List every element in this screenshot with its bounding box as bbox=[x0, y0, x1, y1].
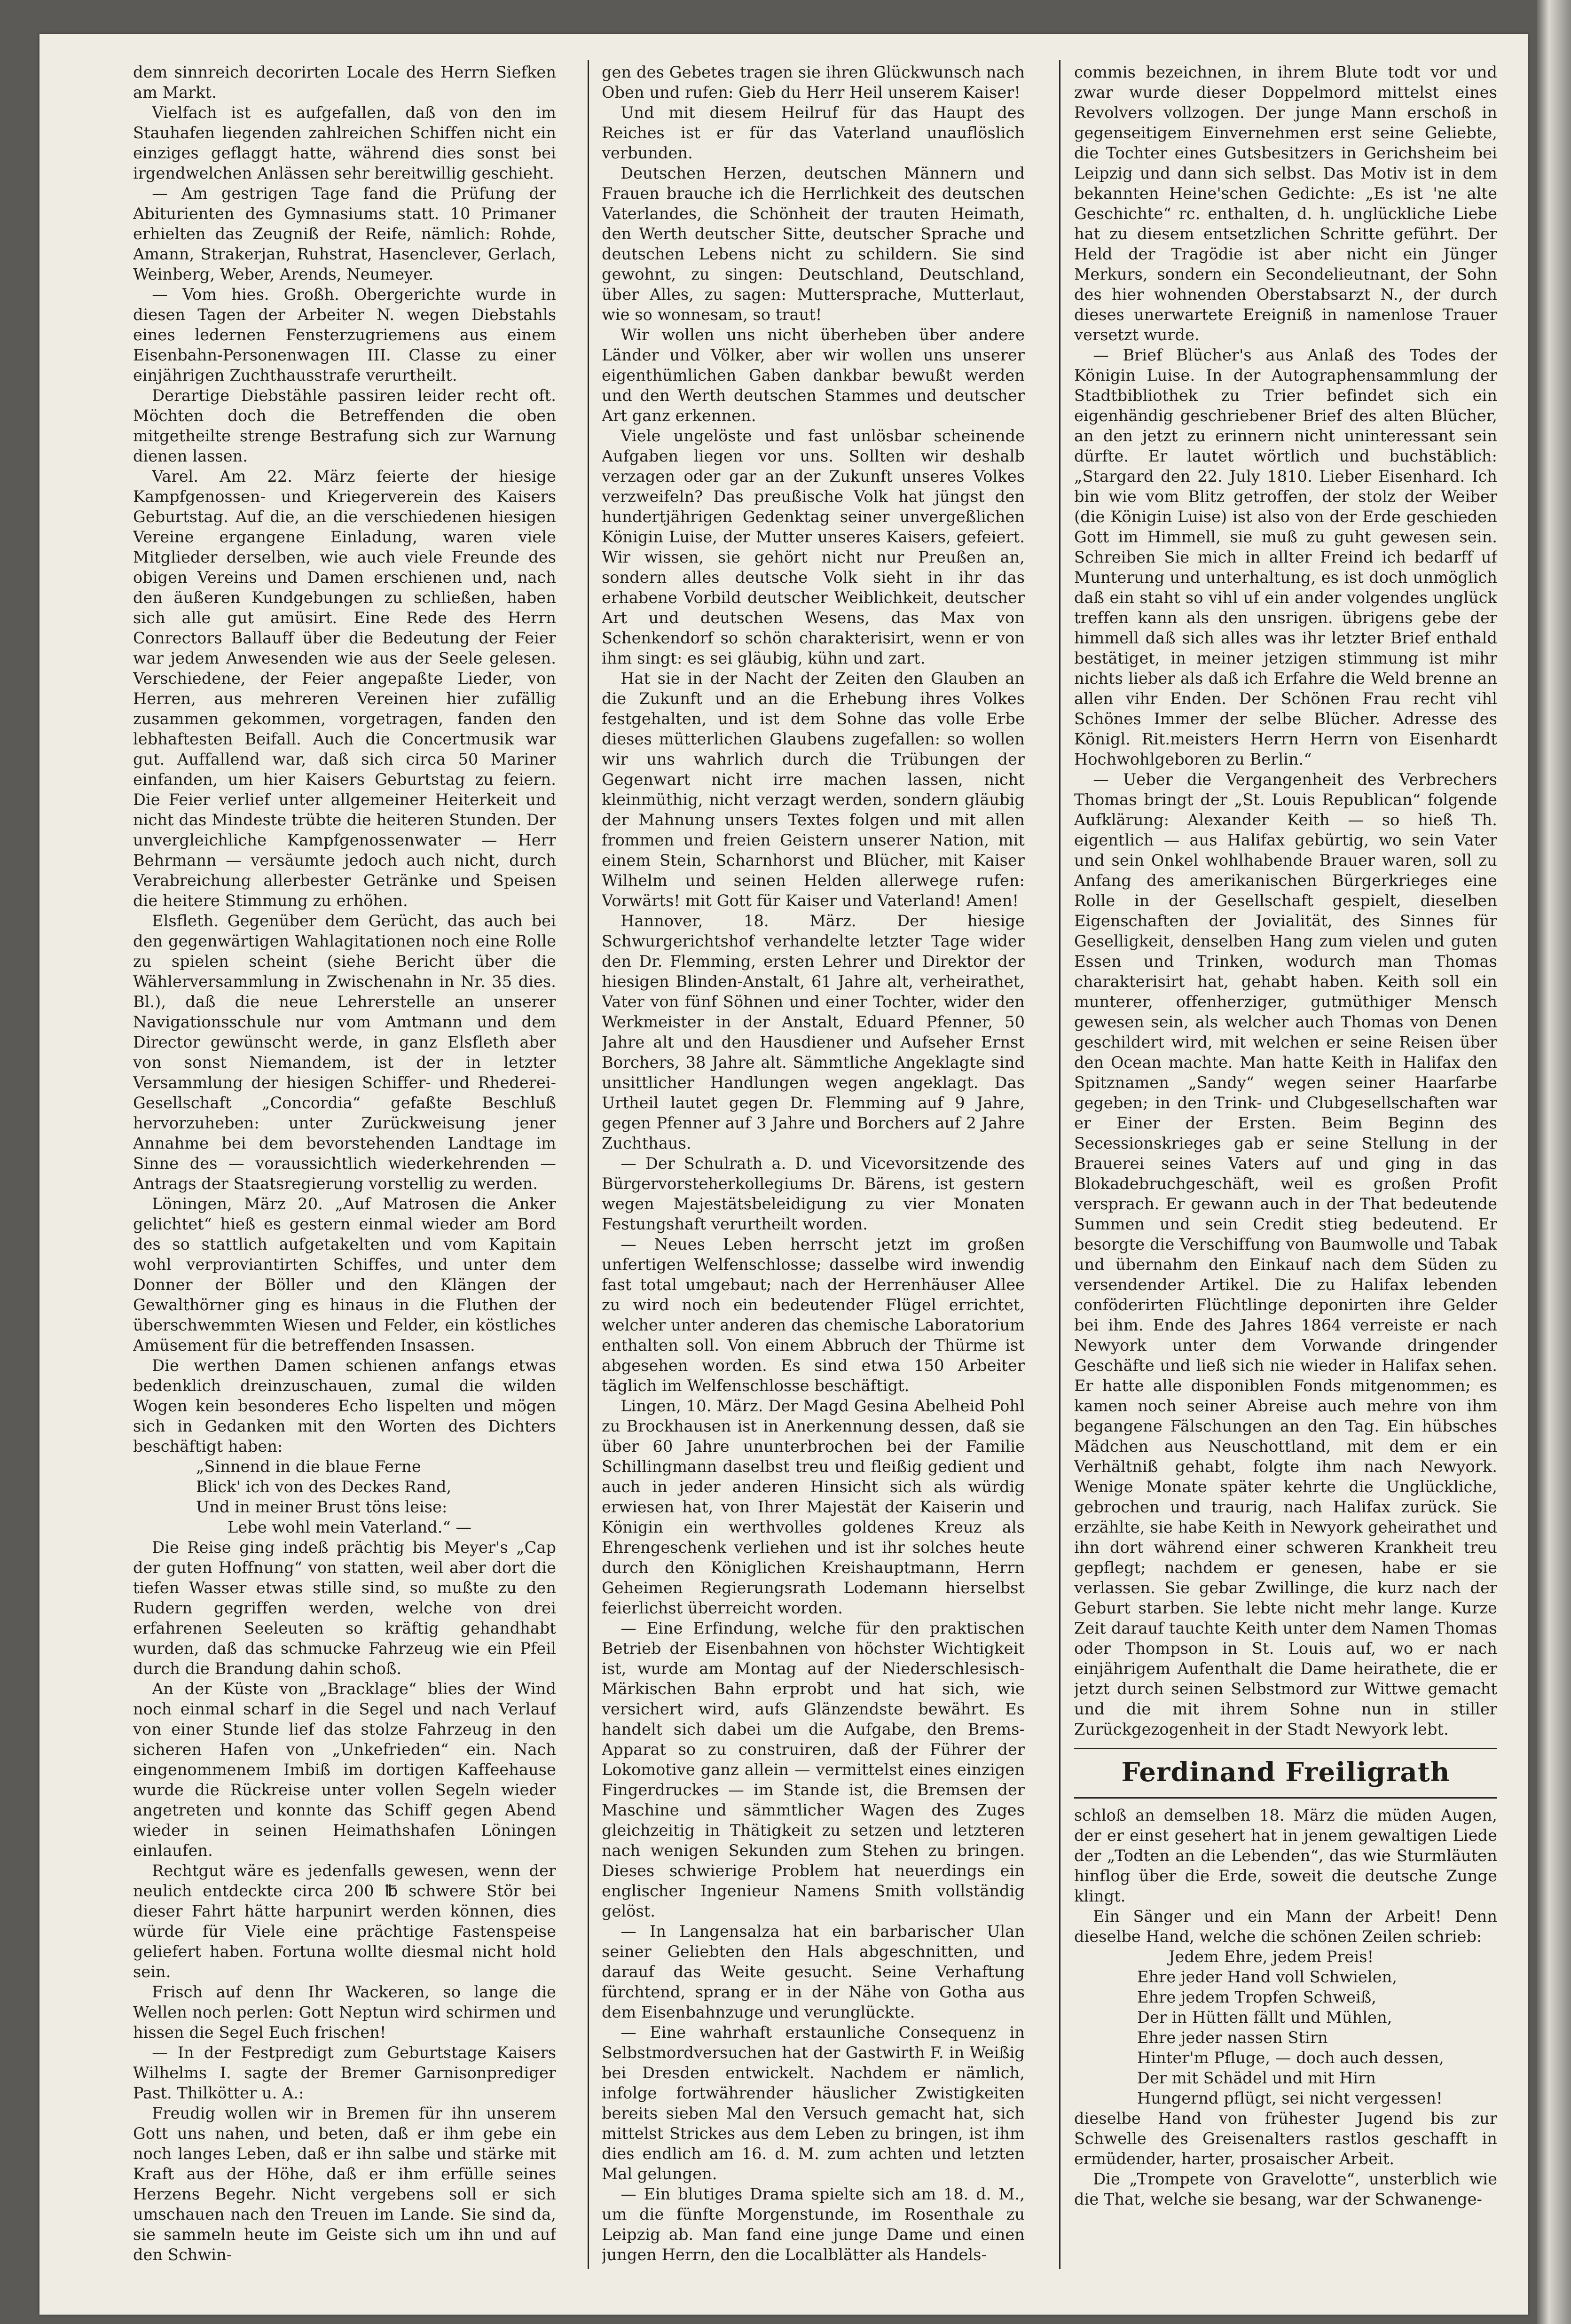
section-heading: Ferdinand Freiligrath bbox=[1121, 1757, 1450, 1788]
paragraph: — Der Schulrath a. D. und Vicevorsitzende des Bürgervorsteherkollegiums Dr. Bärens, ist gestern wegen Majestätsbeleidigung zu vier Monaten Festungshaft verurtheilt worden. bbox=[602, 1154, 1025, 1233]
page-edge bbox=[1537, 0, 1571, 2324]
paragraph: dem sinnreich decorirten Locale des Herrn Siefken am Markt. bbox=[133, 63, 556, 102]
verse-line: Und in meiner Brust töns leise: bbox=[196, 1498, 448, 1516]
paragraph: Ein Sänger und ein Mann der Arbeit! Denn dieselbe Hand, welche die schönen Zeilen schrieb: bbox=[1074, 1907, 1497, 1946]
paragraph: — Brief Blücher's aus Anlaß des Todes der Königin Luise. In der Autographensammlung der Stadtbibliothek zu Trier befindet sich ein eigenhändig geschriebener Brief des alten Blücher, an den jetzt zu erinnern nicht uninteressant sein dürfte. Er lautet wörtlich und buchstäblich: „Stargard den 22. July 1810. Lieber Eisenhard. Ich bin wie vom Blitz getroffen, der stolz der Weiber (die Königin Luise) ist also von der Erde geschieden Gott im Himmell, sie muß zu guht gewesen sein. Schreiben Sie mich in allter Freind ich bedarff uf Munterung und unterhaltung, es ist doch unmöglich daß ein staht so vihl uf ein ander volgendes unglück treffen kann als den unsrigen. übrigens gebe der himmell daß sich alles was ihr letzter Brief enthald bestätiget, in meiner jetzigen stimmung ist mihr nichts lieber als daß ich Erfahre die Weld brenne an allen vihr Enden. Der Schönen Frau recht vihl Schönes Immer der selbe Blücher. Adresse des Königl. Rit.meisters Herrn Herrn von Eisenhardt Hochwohlgeboren zu Berlin.“ bbox=[1074, 346, 1497, 768]
section-divider bbox=[1074, 1748, 1497, 1749]
verse-line: Ehre jeder nassen Stirn bbox=[1137, 2028, 1328, 2047]
verse-line: Der in Hütten fällt und Mühlen, bbox=[1137, 2008, 1392, 2027]
verse-line: Lebe wohl mein Vaterland.“ — bbox=[228, 1518, 472, 1536]
verse-line: Ehre jeder Hand voll Schwielen, bbox=[1137, 1968, 1398, 1986]
paragraph: Hat sie in der Nacht der Zeiten den Glauben an die Zukunft und an die Erhebung ihres Volkes festgehalten, und ist dem Sohne das volle Erbe dieses mütterlichen Glaubens zugefallen: so wollen wir uns wahrlich durch die Trübungen der Gegenwart nicht irre machen lassen, nicht kleinmüthig, nicht verzagt werden, sondern gläubig der Mahnung unsers Textes folgen und mit allen frommen und freien Geistern unserer Nation, mit einem Stein, Scharnhorst und Blücher, mit Kaiser Wilhelm und seinen Helden allerwege rufen: Vorwärts! mit Gott für Kaiser und Vaterland! Amen! bbox=[602, 669, 1025, 910]
paragraph: Frisch auf denn Ihr Wackeren, so lange die Wellen noch perlen: Gott Neptun wird schirmen und hissen die Segel Euch frischen! bbox=[133, 1983, 556, 2042]
column-2 bbox=[602, 62, 1025, 2266]
verse-line: Ehre jedem Tropfen Schweiß, bbox=[1137, 1988, 1377, 2006]
paragraph: — Vom hies. Großh. Obergerichte wurde in diesen Tagen der Arbeiter N. wegen Diebstahls eines ledernen Fensterzugriemens aus einem Eisenbahn-Personenwagen III. Classe zu einer einjährigen Zuchthausstrafe verurtheilt. bbox=[133, 285, 556, 384]
paragraph: Und mit diesem Heilruf für das Haupt des Reiches ist er für das Vaterland unauflöslich verbunden. bbox=[602, 103, 1025, 162]
paragraph: Vielfach ist es aufgefallen, daß von den im Stauhafen liegenden zahlreichen Schiffen nicht ein einziges geflaggt hatte, während dies sonst bei irgendwelchen Anlässen sehr bereitwillig geschieht. bbox=[133, 103, 556, 182]
paragraph: dieselbe Hand von frühester Jugend bis zur Schwelle des Greisenalters rastlos geschafft in ermüdender, harter, prosaischer Arbeit. bbox=[1074, 2109, 1497, 2168]
verse-line: Der mit Schädel und mit Hirn bbox=[1137, 2069, 1376, 2087]
paragraph: — Neues Leben herrscht jetzt im großen unfertigen Welfenschlosse; dasselbe wird inwendig fast total umgebaut; nach der Herrenhäuser Allee zu wird noch ein bedeutender Flügel errichtet, welcher unter anderen das chemische Laboratorium enthalten soll. Von einem Abbruch der Thürme ist abgesehen worden. Es sind etwa 150 Arbeiter täglich im Welfenschlosse beschäftigt. bbox=[602, 1235, 1025, 1395]
paragraph: Die werthen Damen schienen anfangs etwas bedenklich dreinzuschauen, zumal die wilden Wogen kein besonderes Echo lispelten und mögen sich in Gedanken mit den Worten des Dichters beschäftigt haben: bbox=[133, 1356, 556, 1455]
column-3 bbox=[1074, 62, 1497, 2266]
paragraph: Hannover, 18. März. Der hiesige Schwurgerichtshof verhandelte letzter Tage wider den Dr. Flemming, ersten Lehrer und Direktor der hiesigen Blinden-Anstalt, 61 Jahre alt, verheirathet, Vater von fünf Söhnen und einer Tochter, wider den Werkmeister in der Anstalt, Eduard Pfenner, 50 Jahre alt und den Hausdiener und Aufseher Ernst Borchers, 38 Jahre alt. Sämmtliche Angeklagte sind unsittlicher Handlungen wegen angeklagt. Das Urtheil lautet gegen Dr. Flemming auf 9 Jahre, gegen Pfenner auf 3 Jahre und Borchers auf 2 Jahre Zuchthaus. bbox=[602, 912, 1025, 1152]
section-divider bbox=[1074, 1797, 1497, 1799]
verse-line: Blick' ich von des Deckes Rand, bbox=[196, 1478, 452, 1496]
column-1 bbox=[133, 62, 556, 2266]
paragraph: — Eine Erfindung, welche für den praktischen Betrieb der Eisenbahnen von höchster Wichtigkeit ist, wurde am Montag auf der Niederschlesisch-Märkischen Bahn erprobt und hat sich, wie versichert wird, aufs Glänzendste bewährt. Es handelt sich dabei um die Aufgabe, den Brems-Apparat so zu construiren, daß der Führer der Lokomotive ganz allein — vermittelst eines einzigen Fingerdruckes — im Stande ist, die Bremsen der Maschine und sämmtlicher Wagen des Zuges gleichzeitig in Thätigkeit zu setzen und letzteren nach wenigen Sekunden zum Stehen zu bringen. Dieses schwierige Problem hat neuerdings ein englischer Ingenieur Namens Smith vollständig gelöst. bbox=[602, 1619, 1025, 1920]
paragraph: — Ein blutiges Drama spielte sich am 18. d. M., um die fünfte Morgenstunde, im Rosenthale zu Leipzig ab. Man fand eine junge Dame und einen jungen Herrn, den die Localblätter als Handels- bbox=[602, 2185, 1025, 2264]
paragraph: Viele ungelöste und fast unlösbar scheinende Aufgaben liegen vor uns. Sollten wir deshalb verzagen oder gar an der Zukunft unseres Volkes verzweifeln? Das preußische Volk hat jüngst den hundertjährigen Gedenktag seiner unvergeßlichen Königin Luise, der Mutter unseres Kaisers, gefeiert. Wir wissen, sie gehört nicht nur Preußen an, sondern alles deutsche Volk sieht in ihr das erhabene Vorbild deutscher Weiblichkeit, deutscher Art und deutschen Wesens, das Max von Schenkendorf so schön charakterisirt, wenn er von ihm singt: es sei gläubig, kühn und zart. bbox=[602, 427, 1025, 667]
paragraph: Varel. Am 22. März feierte der hiesige Kampfgenossen- und Kriegerverein des Kaisers Geburtstag. Auf die, an die verschiedenen hiesigen Vereine ergangene Einladung, waren viele Mitglieder derselben, wie auch viele Freunde des obigen Vereins und Damen erschienen und, nach den äußeren Kundgebungen zu schließen, haben sich alle gut amüsirt. Eine Rede des Herrn Conrectors Ballauff über die Bedeutung der Feier war jedem Anwesenden wie aus der Seele gelesen. Verschiedene, der Feier angepaßte Lieder, von Herren, aus mehreren Vereinen hier zufällig zusammen gekommen, vorgetragen, fanden den lebhaftesten Beifall. Auch die Concertmusik war gut. Auffallend war, daß sich circa 50 Mariner einfanden, um hier Kaisers Geburtstag zu feiern. Die Feier verlief unter allgemeiner Heiterkeit und nicht das Mindeste trübte die heiteren Stunden. Der unvergleichliche Kampfgenossenwater — Herr Behrmann — versäumte jedoch auch nicht, durch Verabreichung allerbester Getränke und Speisen die heitere Stimmung zu erhöhen. bbox=[133, 467, 556, 910]
paragraph: — In Langensalza hat ein barbarischer Ulan seiner Geliebten den Hals abgeschnitten, und darauf das Weite gesucht. Seine Verhaftung fürchtend, sprang er in der Nähe von Gotha aus dem Eisenbahnzuge und verunglückte. bbox=[602, 1922, 1025, 2021]
verse-line: Hinter'm Pfluge, — doch auch dessen, bbox=[1137, 2049, 1444, 2067]
paragraph: Deutschen Herzen, deutschen Männern und Frauen brauche ich die Herrlichkeit des deutschen Vaterlandes, die Schönheit der trauten Heimath, den Werth deutscher Sitte, deutscher Sprache und deutschen Lebens nicht zu schildern. Sie sind gewohnt, zu singen: Deutschland, Deutschland, über Alles, zu sagen: Muttersprache, Mutterlaut, wie so wonnesam, so traut! bbox=[602, 164, 1025, 324]
verse-line: Hungernd pflügt, sei nicht vergessen! bbox=[1137, 2089, 1443, 2107]
paragraph: — In der Festpredigt zum Geburtstage Kaisers Wilhelms I. sagte der Bremer Garnisonprediger Past. Thilkötter u. A.: bbox=[133, 2043, 556, 2102]
paragraph: Löningen, März 20. „Auf Matrosen die Anker gelichtet“ hieß es gestern einmal wieder am Bord des so stattlich aufgetakelten und vom Kapitain wohl verproviantirten Schiffes, und unter dem Donner der Böller und den Klängen der Gewalthörner ging es hinaus in die Fluthen der überschwemmten Wiesen und Felder, ein köstliches Amüsement für die betreffenden Insassen. bbox=[133, 1195, 556, 1354]
paragraph: Die Reise ging indeß prächtig bis Meyer's „Cap der guten Hoffnung“ von statten, weil aber dort die tiefen Wasser etwas stille sind, so mußte zu den Rudern gegriffen werden, welche von drei erfahrenen Seeleuten so kräftig gehandhabt wurden, daß das schmucke Fahrzeug wie ein Pfeil durch die Brandung dahin schoß. bbox=[133, 1538, 556, 1678]
paragraph: Derartige Diebstähle passiren leider recht oft. Möchten doch die Betreffenden die oben mitgetheilte strenge Bestrafung sich zur Warnung dienen lassen. bbox=[133, 386, 556, 465]
paragraph: — Eine wahrhaft erstaunliche Consequenz in Selbstmordversuchen hat der Gastwirth F. in Weißig bei Dresden entwickelt. Nachdem er nämlich, infolge fortwährender häuslicher Zwistigkeiten bereits sieben Mal den Versuch gemacht hat, sich mittelst Strickes aus dem Leben zu bringen, ist ihm dies endlich am 16. d. M. zum achten und letzten Mal gelungen. bbox=[602, 2023, 1025, 2183]
paragraph: Freudig wollen wir in Bremen für ihn unserem Gott uns nahen, und beten, daß er ihm gebe ein noch langes Leben, daß er ihn salbe und stärke mit Kraft aus der Höhe, daß er ihm erfülle seines Herzens Begehr. Nicht vergebens soll er sich umschauen nach den Treuen im Lande. Sie sind da, sie sammeln heute im Geiste sich um ihn und auf den Schwin- bbox=[133, 2104, 556, 2264]
paragraph: Wir wollen uns nicht überheben über andere Länder und Völker, aber wir wollen uns unserer eigenthümlichen Gaben dankbar bewußt werden und den Werth deutschen Stammes und deutscher Art ganz erkennen. bbox=[602, 326, 1025, 425]
paragraph: Die „Trompete von Gravelotte“, unsterblich wie die That, welche sie besang, war der Schwanenge- bbox=[1074, 2170, 1497, 2208]
paragraph: — Am gestrigen Tage fand die Prüfung der Abiturienten des Gymnasiums statt. 10 Primaner erhielten das Zeugniß der Reife, nämlich: Rohde, Amann, Strakerjan, Ruhstrat, Hasenclever, Gerlach, Weinberg, Weber, Arends, Neumeyer. bbox=[133, 184, 556, 283]
column-rule bbox=[1059, 60, 1060, 2269]
paragraph: gen des Gebetes tragen sie ihren Glückwunsch nach Oben und rufen: Gieb du Herr Heil unserem Kaiser! bbox=[602, 63, 1025, 102]
paragraph: — Ueber die Vergangenheit des Verbrechers Thomas bringt der „St. Louis Republican“ folgende Aufklärung: Alexander Keith — so hieß Th. eigentlich — aus Halifax gebürtig, wo sein Vater und sein Onkel wohlhabende Brauer waren, soll zu Anfang des amerikanischen Bürgerkrieges eine Rolle in der Gesellschaft gespielt, dieselben Eigenschaften der Jovialität, des Sinnes für Geselligkeit, denselben Hang zum vielen und guten Essen und Trinken, wodurch man Thomas charakterisirt hat, gehabt haben. Keith soll ein munterer, offenherziger, gutmüthiger Mensch gewesen sein, als welcher auch Thomas von Denen geschildert wird, mit welchen er seine Reisen über den Ocean machte. Man hatte Keith in Halifax den Spitznamen „Sandy“ wegen seiner Haarfarbe gegeben; in den Trink- und Clubgesellschaften war er Einer der Ersten. Beim Beginn des Secessionskrieges gab er seine Stellung in der Brauerei seines Vaters auf und ging in das Blokadebruchgeschäft, weil es großen Profit versprach. Er gewann auch in der That bedeutende Summen und sein Credit stieg bedeutend. Er besorgte die Verschiffung von Baumwolle und Tabak und übernahm den Einkauf nach dem Süden zu versendender Artikel. Die zu Halifax lebenden conföderirten Flüchtlinge deponirten ihre Gelder bei ihm. Ende des Jahres 1864 verreiste er nach Newyork unter dem Vorwande dringender Geschäfte und ließ sich nie wieder in Halifax sehen. Er hatte alle disponiblen Fonds mitgenommen; es kamen noch seiner Abreise auch mehre von ihm begangene Fälschungen an den Tag. Ein hübsches Mädchen aus Neuschottland, mit dem er ein Verhältniß gehabt, folgte ihm nach Newyork. Wenige Monate später kehrte die Unglückliche, gebrochen und traurig, nach Halifax zurück. Sie erzählte, sie habe Keith in Newyork geheirathet und ihn dort während einer schweren Krankheit treu gepflegt; nachdem er genesen, habe er sie verlassen. Sie gebar Zwillinge, die kurz nach der Geburt starben. Sie lebte nicht mehr lange. Kurze Zeit darauf tauchte Keith unter dem Namen Thomas oder Thompson in St. Louis auf, wo er nach einjährigem Aufenthalt die Dame heirathete, die er jetzt durch seinen Selbstmord zur Wittwe gemacht und die mit ihrem Sohne nun in stiller Zurückgezogenheit in der Stadt Newyork lebt. bbox=[1074, 770, 1497, 1738]
verse-line: „Sinnend in die blaue Ferne bbox=[196, 1457, 421, 1476]
paragraph: Rechtgut wäre es jedenfalls gewesen, wenn der neulich entdeckte circa 200 ℔ schwere Stör bei dieser Fahrt hätte harpunirt werden können, dies würde für Viele eine prächtige Fastenspeise geliefert haben. Fortuna wollte diesmal nicht hold sein. bbox=[133, 1862, 556, 1981]
verse-line: Jedem Ehre, jedem Preis! bbox=[1169, 1948, 1374, 1966]
paragraph: Lingen, 10. März. Der Magd Gesina Abelheid Pohl zu Brockhausen ist in Anerkennung dessen, daß sie über 60 Jahre ununterbrochen bei der Familie Schillingmann daselbst treu und fleißig gedient und auch in jeder anderen Hinsicht sich als würdig erwiesen hat, von Ihrer Majestät der Kaiserin und Königin ein werthvolles goldenes Kreuz als Ehrengeschenk verliehen und ist ihr solches heute durch den Königlichen Kreishauptmann, Herrn Geheimen Regierungsrath Lodemann hierselbst feierlichst überreicht worden. bbox=[602, 1397, 1025, 1617]
column-rule bbox=[588, 60, 589, 2269]
paragraph: schloß an demselben 18. März die müden Augen, der er einst gesehert hat in jenem gewaltigen Liede der „Todten an die Lebenden“, das wie Sturmläuten hinflog über die Erde, soweit die deutsche Zunge klingt. bbox=[1074, 1806, 1497, 1905]
paragraph: commis bezeichnen, in ihrem Blute todt vor und zwar wurde dieser Doppelmord mittelst eines Revolvers vollzogen. Der junge Mann erschoß in gegenseitigem Einvernehmen erst seine Geliebte, die Tochter eines Gutsbesitzers in Gerichsheim bei Leipzig und dann sich selbst. Das Motiv ist in dem bekannten Heine'schen Gedichte: „Es ist 'ne alte Geschichte“ rc. enthalten, d. h. unglückliche Liebe hat zu diesem entsetzlichen Schritte geführt. Der Held der Tragödie ist aber nicht ein Jünger Merkurs, sondern ein Secondelieutnant, der Sohn des hier wohnenden Oberstabsarzt N., der durch dieses unerwartete Ereigniß in namenlose Trauer versetzt wurde. bbox=[1074, 63, 1497, 344]
paragraph: An der Küste von „Bracklage“ blies der Wind noch einmal scharf in die Segel und nach Verlauf von einer Stunde lief das stolze Fahrzeug in den sicheren Hafen von „Unkefrieden“ ein. Nach eingenommenem Imbiß im dortigen Kaffeehause wurde die Rückreise unter vollen Segeln wieder angetreten und konnte das Schiff gegen Abend wieder in seinen Heimathshafen Löningen einlaufen. bbox=[133, 1680, 556, 1860]
paragraph: Elsfleth. Gegenüber dem Gerücht, das auch bei den gegenwärtigen Wahlagitationen noch eine Rolle zu spielen scheint (siehe Bericht über die Wählerversammlung in Zwischenahn in Nr. 35 dies. Bl.), daß die neue Lehrerstelle an unserer Navigationsschule nur vom Amtmann und dem Director gewünscht werde, in ganz Elsfleth aber von sonst Niemandem, ist der in letzter Versammlung der hiesigen Schiffer- und Rhederei-Gesellschaft „Concordia“ gefaßte Beschluß hervorzuheben: unter Zurückweisung jener Annahme bei dem bevorstehenden Landtage im Sinne des — voraussichtlich wiederkehrenden — Antrags der Staatsregierung vorstellig zu werden. bbox=[133, 912, 556, 1193]
